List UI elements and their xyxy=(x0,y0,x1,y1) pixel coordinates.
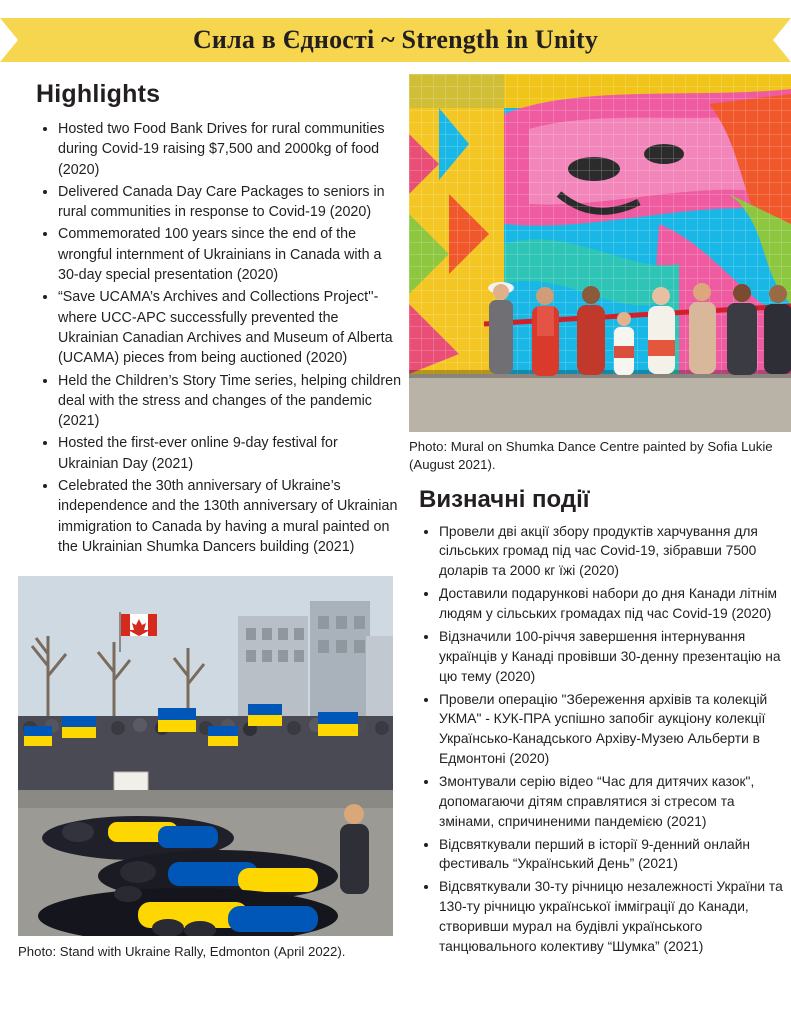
list-item: • Провели дві акції збору продуктів харчування для сільських громад під час Covid-19, зібравши 7500 доларів та 2000 кг їжі (2020) xyxy=(439,522,791,582)
list-item: • Змонтували серію відео “Час для дитячих казок", допомагаючи дітям справлятися зі стресом та змінами, спричиненими пандемією (2021) xyxy=(439,772,791,832)
ukrainian-list xyxy=(409,522,791,957)
rally-photo-block xyxy=(18,576,393,961)
rally-photo xyxy=(18,576,393,936)
list-item: • Відсвяткували 30-ту річницю незалежності України та 130-ту річницю української імміграції до Канади, створивши мурал на будівлі українського танцювального колективу “Шумка” (2021) xyxy=(439,877,791,956)
list-item: • Hosted the first-ever online 9-day festival for Ukrainian Day (2021) xyxy=(58,433,402,474)
list-item: • Held the Children’s Story Time series, helping children deal with the stress and changes of the pandemic (2021) xyxy=(58,371,402,432)
highlights-title: Highlights xyxy=(36,80,161,108)
list-item: • Delivered Canada Day Care Packages to seniors in rural communities in response to Covid-19 (2020) xyxy=(58,182,402,223)
highlights-section xyxy=(36,80,402,559)
list-item: • Commemorated 100 years since the end of the wrongful internment of Ukrainians in Canada with a 30-day special presentation (2020) xyxy=(58,224,402,285)
mural-photo xyxy=(409,74,791,432)
rally-photo-caption: Photo: Stand with Ukraine Rally, Edmonton (April 2022). xyxy=(18,944,346,959)
ukrainian-section xyxy=(409,74,791,960)
mural-photo-caption: Photo: Mural on Shumka Dance Centre painted by Sofia Lukie (August 2021). xyxy=(409,439,773,472)
list-item: • Провели операцію "Збереження архівів та колекцій УКМА" - КУК-ПРА успішно запобіг аукціону колекції Українсько-Канадського Архіву-Музею Альберти в Едмонтоні (2020) xyxy=(439,690,791,769)
page-title: Сила в Єдності ~ Strength in Unity xyxy=(192,25,599,54)
list-item: • Відзначили 100-річчя завершення інтернування українців у Канаді провівши 30-денну презентацію на цю тему (2020) xyxy=(439,627,791,687)
highlights-list xyxy=(36,119,402,557)
list-item: • Celebrated the 30th anniversary of Ukraine’s independence and the 130th anniversary of Ukrainian immigration to Canada by having a mural painted on the Ukrainian Shumka Dancers building (2021) xyxy=(58,476,402,557)
list-item: • Hosted two Food Bank Drives for rural communities during Covid-19 raising $7,500 and 2000kg of food (2020) xyxy=(58,119,402,180)
list-item: • Доставили подарункові набори до дня Канади літнім людям у сільських громадах під час Covid-19 (2020) xyxy=(439,584,791,624)
header-banner xyxy=(0,18,791,62)
ukrainian-section-title: Визначні події xyxy=(419,485,590,513)
list-item: • “Save UCAMA’s Archives and Collections Project''- where UCC-APC successfully prevented the Ukrainian Canadian Archives and Museum of Alberta (UCAMA) pieces from being auctioned (2020) xyxy=(58,287,402,368)
list-item: • Відсвяткували перший в історії 9-денний онлайн фестиваль “Український День” (2021) xyxy=(439,835,791,875)
